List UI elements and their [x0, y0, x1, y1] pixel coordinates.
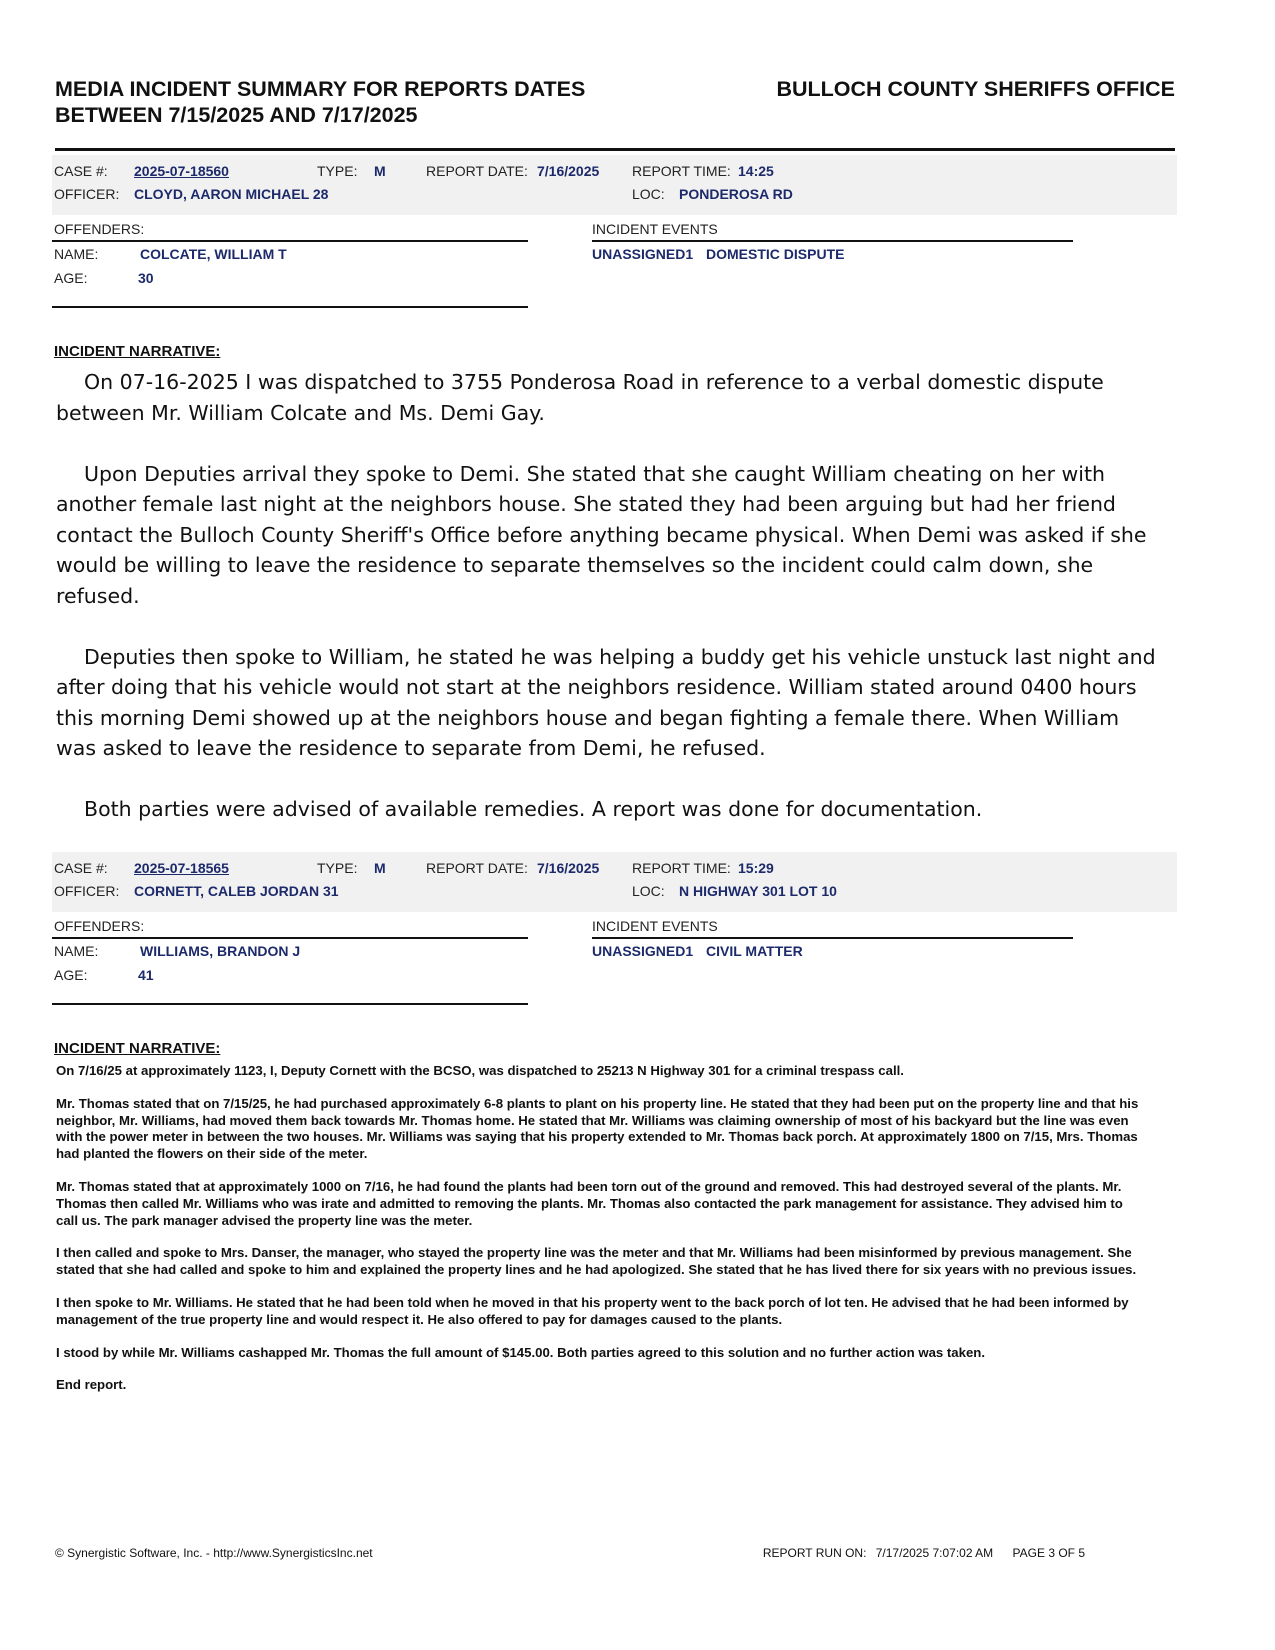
report-title: MEDIA INCIDENT SUMMARY FOR REPORTS DATES BETWEEN 7/15/2025 AND 7/17/2025: [55, 77, 586, 127]
narrative-heading: INCIDENT NARRATIVE:: [54, 1040, 221, 1057]
report-date-value: 7/16/2025: [537, 860, 600, 876]
narrative-paragraph: Upon Deputies arrival they spoke to Demi. She stated that she caught William cheating on her with another female last night at the neighbors house. She stated they had been arguing but had her friend contact the Bulloch County Sheriff's Office before anything became physical. When Demi was asked if she would be willing to leave the residence to separate themselves so the incident could calm down, she refused.: [56, 461, 1147, 608]
case-number-link[interactable]: 2025-07-18560: [134, 163, 229, 179]
report-time-label: REPORT TIME:: [632, 860, 731, 876]
case-number-label: CASE #:: [54, 860, 108, 876]
narrative-heading: INCIDENT NARRATIVE:: [54, 343, 221, 360]
location-value: PONDEROSA RD: [679, 186, 793, 202]
agency-name: BULLOCH COUNTY SHERIFFS OFFICE: [776, 77, 1175, 101]
report-time-value: 14:25: [738, 163, 774, 179]
narrative-paragraph: Mr. Thomas stated that on 7/15/25, he had purchased approximately 6-8 plants to plant on his property line. He stated that they had been put on the property line and that his neighbor, Mr. Williams, had moved them back towards Mr. Thomas home. He stated that Mr. Williams was claiming ownership of most of his backyard but the line was even with the power meter in between the two houses. Mr. Williams was saying that his property extended to Mr. Thomas back porch. At approximately 1800 on 7/15, Mrs. Thomas had planted the flowers on their side of the meter.: [56, 1095, 1139, 1162]
officer-value: CLOYD, AARON MICHAEL 28: [134, 186, 329, 202]
narrative-paragraph: End report.: [56, 1377, 127, 1393]
report-date-label: REPORT DATE:: [426, 860, 528, 876]
event-code: UNASSIGNED1: [592, 246, 694, 262]
offender-age-label: AGE:: [54, 967, 88, 983]
case-record: [52, 155, 1177, 315]
page-number: PAGE 3 OF 5: [1012, 1546, 1085, 1560]
title-divider: [55, 148, 1175, 151]
report-time-label: REPORT TIME:: [632, 163, 731, 179]
narrative-paragraph: Deputies then spoke to William, he stated he was helping a buddy get his vehicle unstuck last night and after doing that his vehicle would not start at the neighbors residence. William stated around 0400 hours this morning Demi showed up at the neighbors house and began fighting a female there. When William was asked to leave the residence to separate from Demi, he refused.: [56, 644, 1156, 760]
narrative-paragraph: I stood by while Mr. Williams cashapped Mr. Thomas the full amount of $145.00. Both parties agreed to this solution and no further action was taken.: [56, 1344, 986, 1360]
narrative-paragraph: Both parties were advised of available remedies. A report was done for documentation.: [84, 797, 983, 821]
location-label: LOC:: [632, 186, 665, 202]
officer-value: CORNETT, CALEB JORDAN 31: [134, 883, 339, 899]
case-record: [52, 852, 1177, 1012]
incident-narrative: [56, 367, 1156, 855]
offender-name-value: COLCATE, WILLIAM T: [140, 246, 287, 262]
location-label: LOC:: [632, 883, 665, 899]
case-header: [52, 852, 1177, 912]
incident-narrative: [56, 1063, 1146, 1410]
offender-name-label: NAME:: [54, 246, 99, 262]
report-date-value: 7/16/2025: [537, 163, 600, 179]
officer-label: OFFICER:: [54, 883, 120, 899]
narrative-paragraph: I then called and spoke to Mrs. Danser, the manager, who stayed the property line was the meter and that Mr. Williams had been misinformed by previous management. She stated that she had called and spoke to him and explained the property lines and he had apologized. She stated that he has lived there for six years with no previous issues.: [56, 1245, 1137, 1278]
footer-vendor: © Synergistic Software, Inc. - http://www.SynergisticsInc.net: [55, 1546, 373, 1560]
footer-run-info: [763, 1546, 1085, 1560]
case-number-label: CASE #:: [54, 163, 108, 179]
offender-name-label: NAME:: [54, 943, 99, 959]
offenders-label: OFFENDERS:: [54, 221, 145, 237]
narrative-paragraph: On 07-16-2025 I was dispatched to 3755 Ponderosa Road in reference to a verbal domestic dispute between Mr. William Colcate and Ms. Demi Gay.: [56, 370, 1104, 425]
incident-events-label: INCIDENT EVENTS: [592, 918, 718, 934]
offender-name-value: WILLIAMS, BRANDON J: [140, 943, 301, 959]
case-header: [52, 155, 1177, 215]
report-date-label: REPORT DATE:: [426, 163, 528, 179]
officer-label: OFFICER:: [54, 186, 120, 202]
event-description: CIVIL MATTER: [706, 943, 803, 959]
offender-age-value: 41: [138, 967, 154, 983]
offenders-label: OFFENDERS:: [54, 918, 145, 934]
event-description: DOMESTIC DISPUTE: [706, 246, 845, 262]
type-label: TYPE:: [317, 860, 358, 876]
incident-events-label: INCIDENT EVENTS: [592, 221, 718, 237]
narrative-paragraph: Mr. Thomas stated that at approximately 1000 on 7/16, he had found the plants had been torn out of the ground and removed. This had destroyed several of the plants. Mr. Thomas then called Mr. Williams who was irate and admitted to removing the plants. Mr. Thomas also contacted the park management for assistance. They advised him to call us. The park manager advised the property line was the meter.: [56, 1178, 1123, 1228]
type-label: TYPE:: [317, 163, 358, 179]
type-value: M: [374, 860, 386, 876]
narrative-paragraph: I then spoke to Mr. Williams. He stated that he had been told when he moved in that his property went to the back porch of lot ten. He advised that he had been informed by management of the true property line and would respect it. He also offered to pay for damages caused to the plants.: [56, 1294, 1129, 1327]
type-value: M: [374, 163, 386, 179]
narrative-paragraph: On 7/16/25 at approximately 1123, I, Deputy Cornett with the BCSO, was dispatched to 25213 N Highway 301 for a criminal trespass call.: [56, 1063, 904, 1078]
offenders-events: [52, 215, 1177, 315]
location-value: N HIGHWAY 301 LOT 10: [679, 883, 837, 899]
offender-age-label: AGE:: [54, 270, 88, 286]
report-run-label: REPORT RUN ON:: [762, 1546, 867, 1560]
event-code: UNASSIGNED1: [592, 943, 694, 959]
offender-age-value: 30: [138, 270, 154, 286]
case-number-link[interactable]: 2025-07-18565: [134, 860, 229, 876]
report-run-value: 7/17/2025 7:07:02 AM: [875, 1546, 994, 1560]
offenders-events: [52, 912, 1177, 1012]
report-time-value: 15:29: [738, 860, 774, 876]
